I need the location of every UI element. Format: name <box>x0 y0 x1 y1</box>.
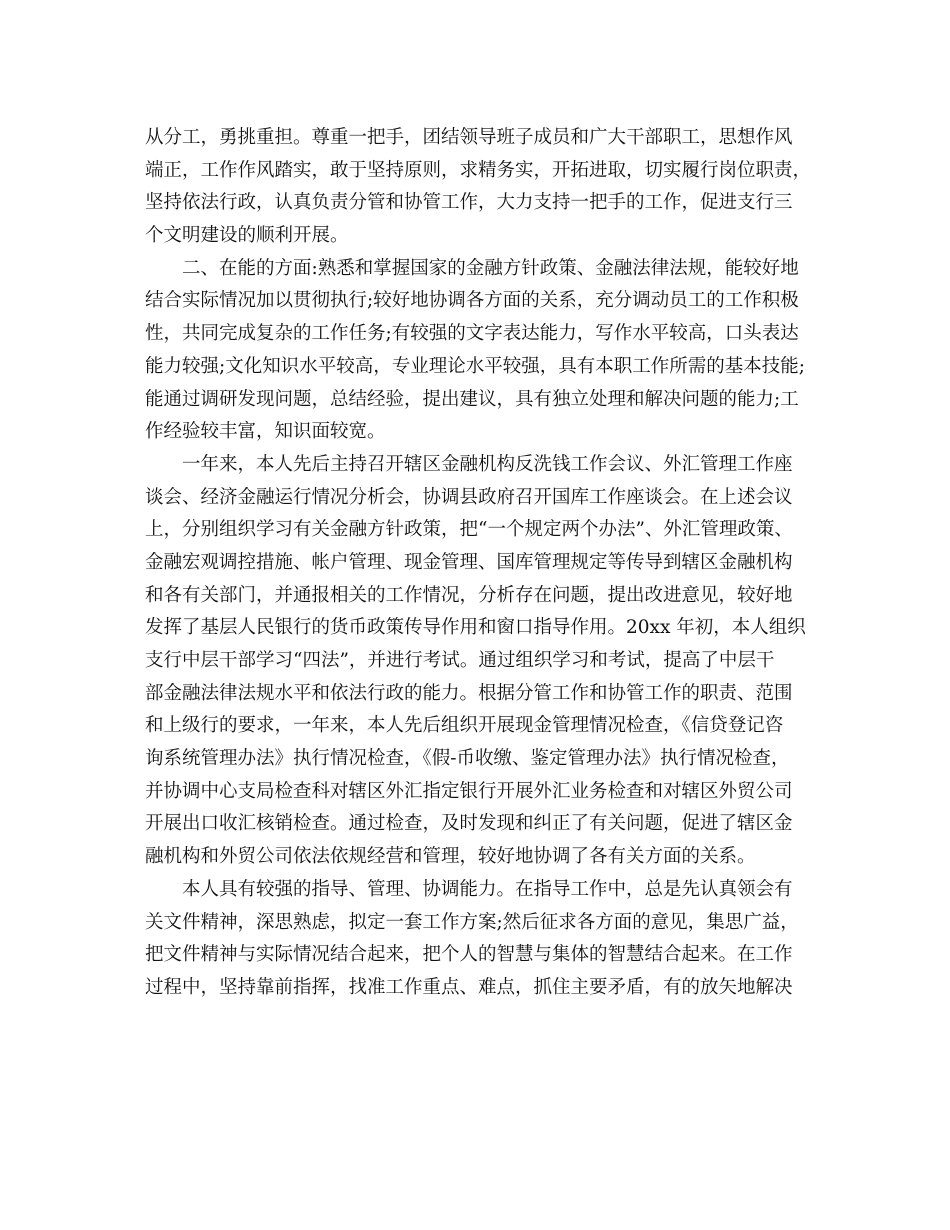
paragraph-3 <box>145 449 815 874</box>
text-line: 能力较强;文化知识水平较高，专业理论水平较强，具有本职工作所需的基本技能; <box>145 355 805 377</box>
paragraph-4 <box>145 874 815 1005</box>
text-line: 谈会、经济金融运行情况分析会，协调县政府召开国库工作座谈会。在上述会议 <box>145 486 793 508</box>
text-line: 一年来，本人先后主持召开辖区金融机构反洗钱工作会议、外汇管理工作座 <box>145 453 793 475</box>
text-line: 把文件精神与实际情况结合起来，把个人的智慧与集体的智慧结合起来。在工作 <box>145 944 793 966</box>
text-line: 和各有关部门，并通报相关的工作情况，分析存在问题，提出改进意见，较好地 <box>145 584 793 606</box>
text-line: 端正，工作作风踏实，敢于坚持原则，求精务实，开拓进取，切实履行岗位职责， <box>145 159 812 181</box>
text-line: 并协调中心支局检查科对辖区外汇指定银行开展外汇业务检查和对辖区外贸公司 <box>145 780 793 802</box>
text-line: 和上级行的要求，一年来，本人先后组织开展现金管理情况检查，《信贷登记咨 <box>145 715 784 737</box>
text-line: 能通过调研发现问题，总结经验，提出建议，具有独立处理和解决问题的能力;工 <box>145 388 799 410</box>
text-line: 金融宏观调控措施、帐户管理、现金管理、国库管理规定等传导到辖区金融机构 <box>145 551 793 573</box>
text-line: 个文明建设的顺利开展。 <box>145 225 349 247</box>
text-line: 过程中，坚持靠前指挥，找准工作重点、难点，抓住主要矛盾，有的放矢地解决 <box>145 976 793 998</box>
text-line: 坚持依法行政，认真负责分管和协管工作，大力支持一把手的工作，促进支行三 <box>145 192 793 214</box>
text-line: 二、在能的方面:熟悉和掌握国家的金融方针政策、金融法律法规，能较好地 <box>145 257 799 279</box>
text-line: 融机构和外贸公司依法依规经营和管理，较好地协调了各有关方面的关系。 <box>145 846 756 868</box>
text-line: 开展出口收汇核销检查。通过检查，及时发现和纠正了有关问题，促进了辖区金 <box>145 813 793 835</box>
paragraph-2 <box>145 253 815 449</box>
text-line: 本人具有较强的指导、管理、协调能力。在指导工作中，总是先认真领会有 <box>145 878 793 900</box>
text-line: 结合实际情况加以贯彻执行;较好地协调各方面的关系，充分调动员工的工作积极 <box>145 290 799 312</box>
text-line: 作经验较丰富，知识面较宽。 <box>145 421 386 443</box>
text-line: 发挥了基层人民银行的货币政策传导作用和窗口指导作用。20xx 年初，本人组织 <box>145 617 806 639</box>
text-line: 部金融法律法规水平和依法行政的能力。根据分管工作和协管工作的职责、范围 <box>145 682 793 704</box>
text-line: 支行中层干部学习“四法”，并进行考试。通过组织学习和考试，提高了中层干 <box>145 650 775 671</box>
text-line: 询系统管理办法》执行情况检查，《假-币收缴、鉴定管理办法》执行情况检查， <box>145 748 790 770</box>
text-line: 关文件精神，深思熟虑，拟定一套工作方案;然后征求各方面的意见，集思广益， <box>145 911 799 933</box>
text-line: 从分工，勇挑重担。尊重一把手，团结领导班子成员和广大干部职工，思想作风 <box>145 127 793 148</box>
paragraph-1 <box>145 122 815 253</box>
text-line: 性，共同完成复杂的工作任务;有较强的文字表达能力，写作水平较高，口头表达 <box>145 323 799 345</box>
text-line: 上，分别组织学习有关金融方针政策，把“一个规定两个办法”、外汇管理政策、 <box>145 519 793 541</box>
document-page <box>145 122 815 1005</box>
